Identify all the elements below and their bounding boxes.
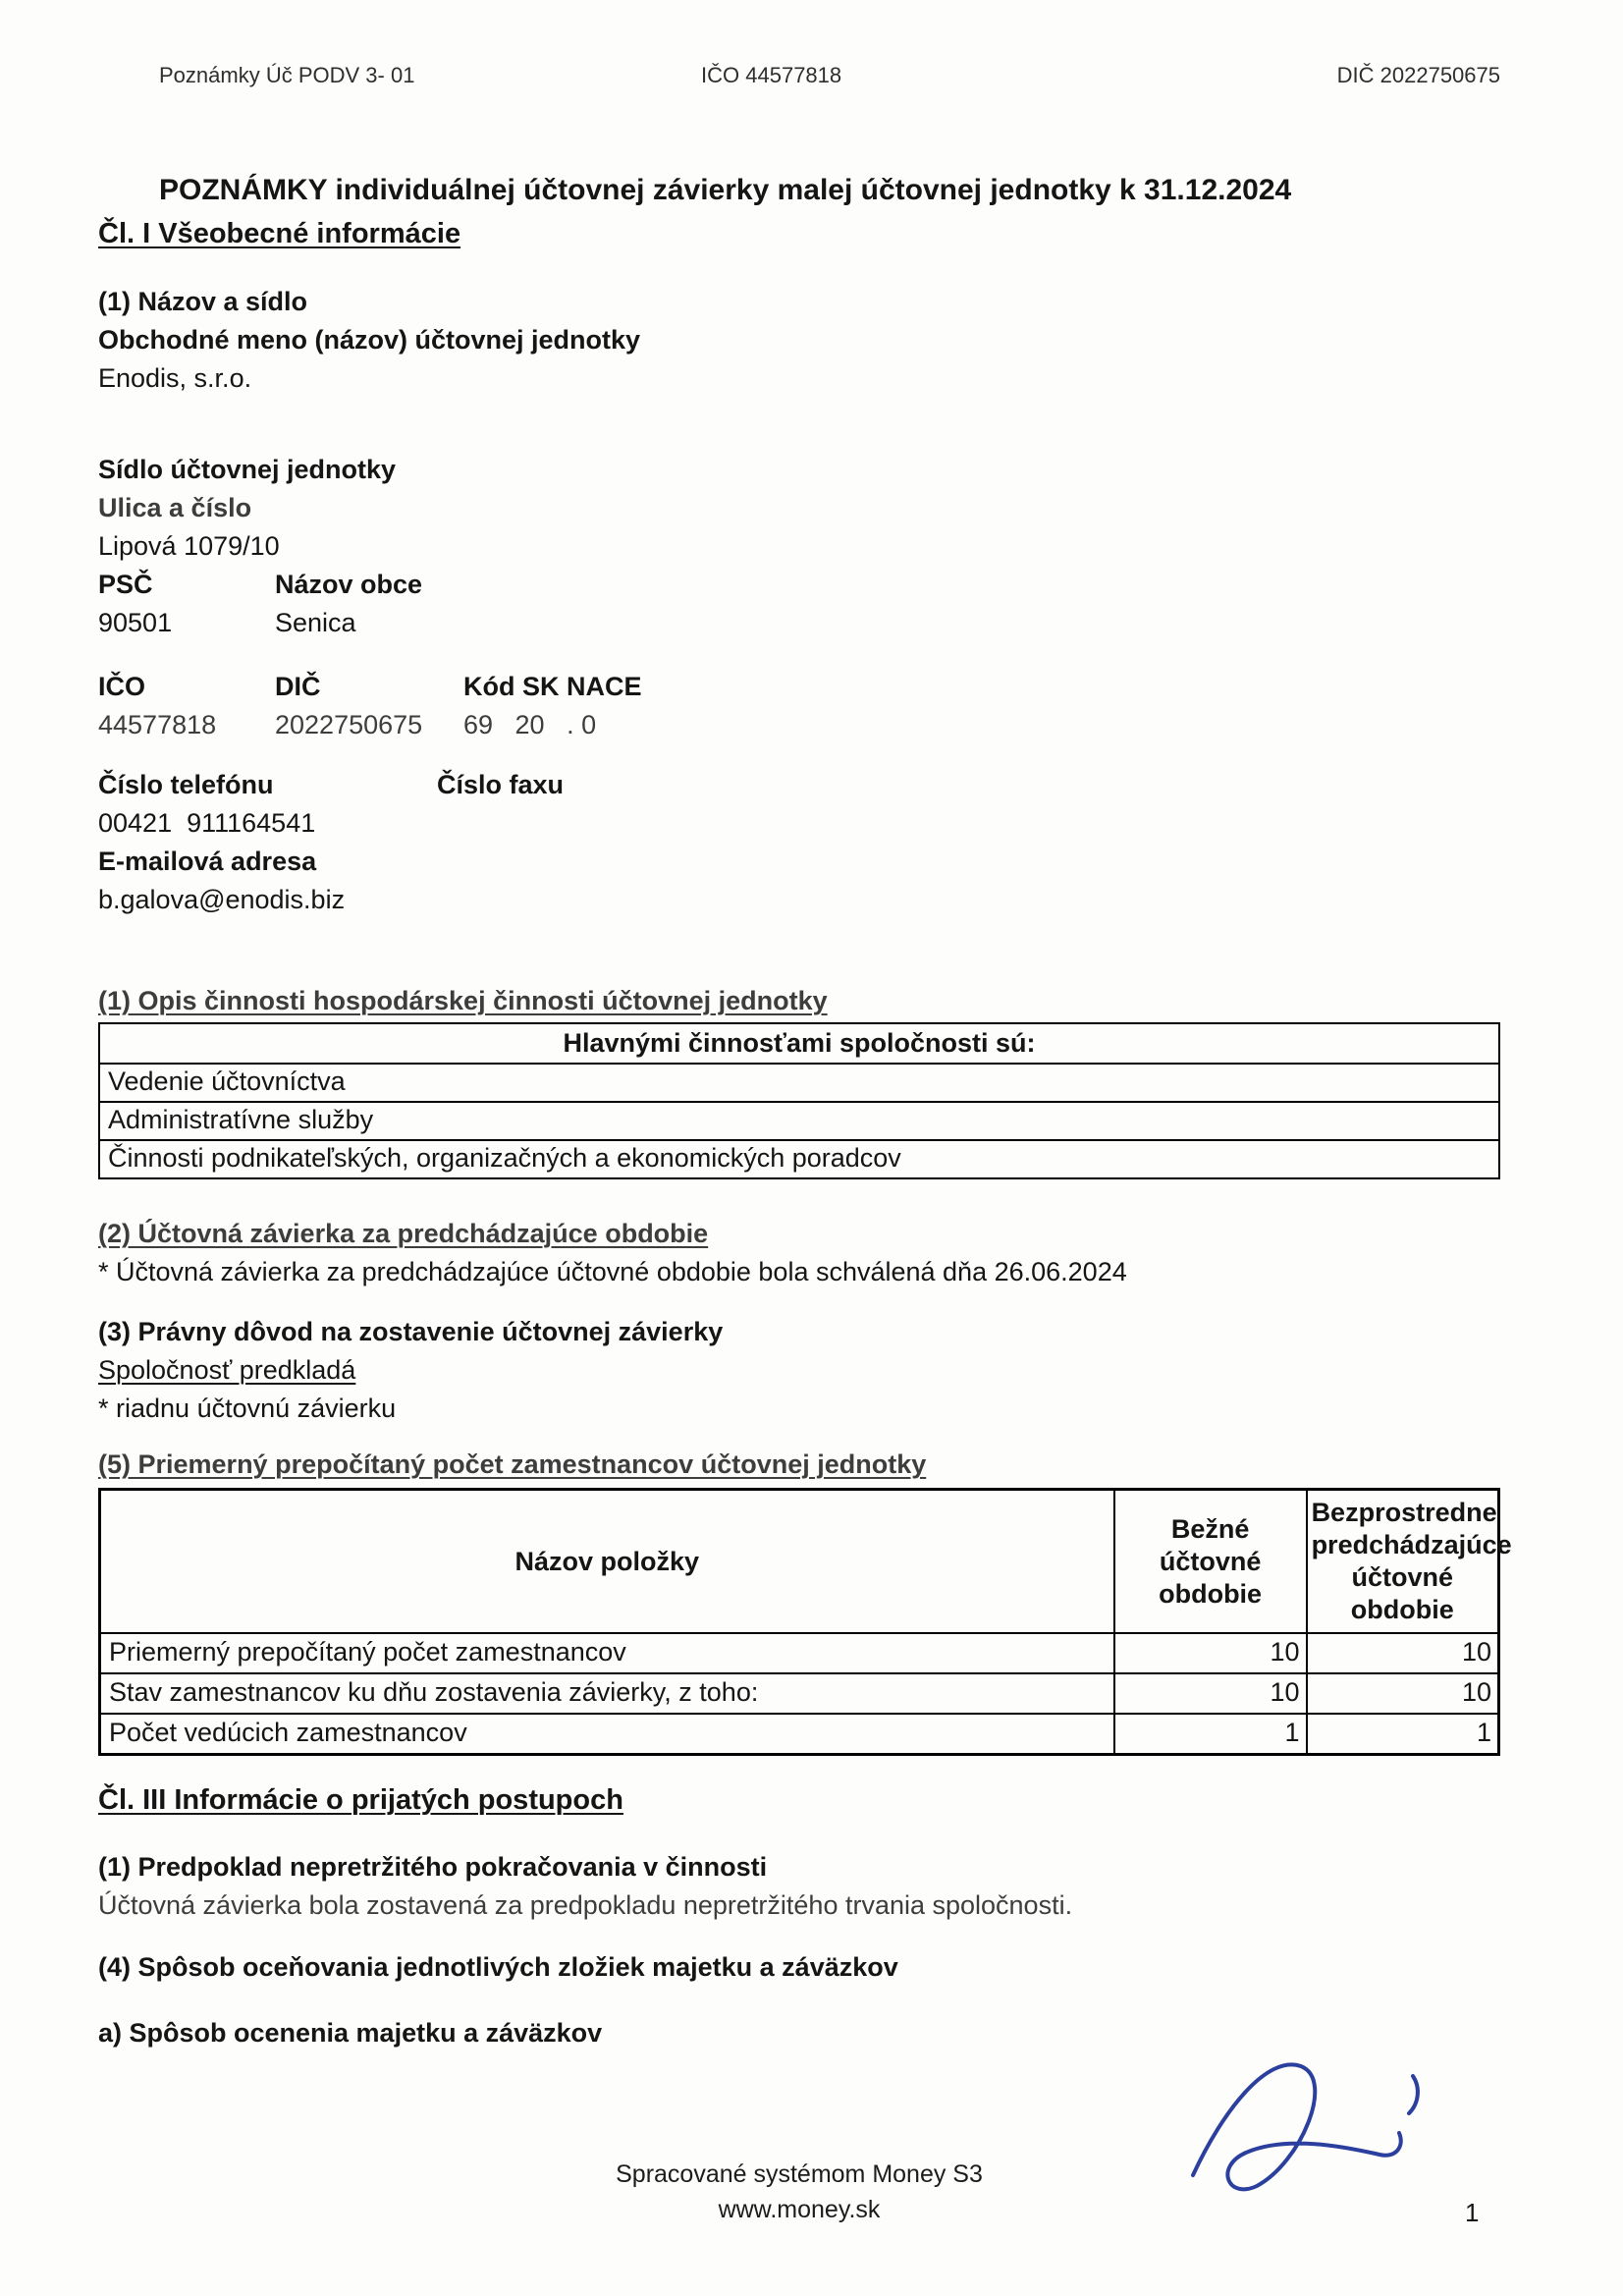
- table-row: [99, 1064, 1499, 1102]
- signature: [1173, 2043, 1438, 2224]
- going-concern-heading: (1) Predpoklad nepretržitého pokračovania v činnosti: [98, 1852, 768, 1882]
- registration-ids-block: [98, 668, 1500, 744]
- activity-item: Administratívne služby: [99, 1102, 1499, 1140]
- table-row: [99, 1140, 1499, 1178]
- activities-table-header-row: [99, 1023, 1499, 1064]
- city-value: Senica: [275, 608, 356, 637]
- valuation-heading: (4) Spôsob oceňovania jednotlivých zložiek majetku a záväzkov: [98, 1952, 898, 1982]
- activity-item: Vedenie účtovníctva: [99, 1064, 1499, 1102]
- ico-value: 44577818: [98, 710, 217, 739]
- ico-label: IČO: [98, 672, 146, 701]
- signature-flourish: [1409, 2076, 1418, 2113]
- phone-value: 00421 911164541: [98, 808, 316, 838]
- employee-row-name: Stav zamestnancov ku dňu zostavenia závierky, z toho:: [100, 1673, 1114, 1714]
- dic-value: 2022750675: [275, 710, 423, 739]
- col-header-current: Bežné účtovné obdobie: [1114, 1490, 1307, 1634]
- header-dic: DIČ 2022750675: [1336, 63, 1500, 87]
- table-row: [99, 1102, 1499, 1140]
- street-value: Lipová 1079/10: [98, 531, 280, 561]
- valuation-block: [98, 1948, 1500, 1987]
- going-concern-block: [98, 1848, 1500, 1925]
- signature-stroke: [1193, 2064, 1401, 2189]
- going-concern-text: Účtovná závierka bola zostavená za predpokladu nepretržitého trvania spoločnosti.: [98, 1890, 1073, 1920]
- header-ico: IČO 44577818: [701, 63, 842, 87]
- street-label: Ulica a číslo: [98, 493, 252, 522]
- company-name-value: Enodis, s.r.o.: [98, 363, 252, 393]
- legal-reason-text: * riadnu účtovnú závierku: [98, 1394, 397, 1423]
- employee-row-name: Počet vedúcich zamestnancov: [100, 1714, 1114, 1755]
- legal-reason-subheading: Spoločnosť predkladá: [98, 1355, 356, 1385]
- fax-label: Číslo faxu: [437, 770, 565, 799]
- footer-generated-by: Spracované systémom Money S3: [616, 2160, 983, 2188]
- phone-label: Číslo telefónu: [98, 770, 274, 799]
- employee-row-previous: 1: [1307, 1714, 1499, 1755]
- name-seat-heading: (1) Názov a sídlo: [98, 287, 308, 316]
- employee-row-current: 10: [1114, 1633, 1307, 1673]
- zip-value: 90501: [98, 608, 173, 637]
- employee-row-name: Priemerný prepočítaný počet zamestnancov: [100, 1633, 1114, 1673]
- employee-row-current: 10: [1114, 1673, 1307, 1714]
- footer-website: www.money.sk: [718, 2196, 881, 2223]
- form-code: Poznámky Úč PODV 3- 01: [159, 63, 415, 87]
- document-header: [98, 63, 1500, 88]
- name-and-seat-block: [98, 283, 1500, 398]
- previous-period-section: [98, 1215, 1500, 1291]
- valuation-subheading: a) Spôsob ocenenia majetku a záväzkov: [98, 2018, 603, 2048]
- activity-item: Činnosti podnikateľských, organizačných a ekonomických poradcov: [99, 1140, 1499, 1178]
- seat-block: [98, 451, 1500, 642]
- employees-section: [98, 1446, 1512, 1756]
- employees-header-row: [100, 1490, 1499, 1634]
- city-label: Názov obce: [275, 570, 423, 599]
- seat-heading: Sídlo účtovnej jednotky: [98, 455, 397, 484]
- col-header-previous: Bezprostredne predchádzajúce účtovné obdobie: [1307, 1490, 1499, 1634]
- zip-city-grid: [98, 566, 1500, 642]
- contact-block: [98, 766, 1500, 919]
- legal-reason-section: [98, 1313, 1500, 1428]
- employee-row-previous: 10: [1307, 1633, 1499, 1673]
- activities-table-header: Hlavnými činnosťami spoločnosti sú:: [99, 1023, 1499, 1064]
- company-name-label: Obchodné meno (názov) účtovnej jednotky: [98, 325, 641, 355]
- employee-row-previous: 10: [1307, 1673, 1499, 1714]
- email-value: b.galova@enodis.biz: [98, 885, 346, 914]
- col-header-name: Názov položky: [100, 1490, 1114, 1634]
- document-title: POZNÁMKY individuálnej účtovnej závierky malej účtovnej jednotky k 31.12.2024: [159, 174, 1292, 206]
- table-row: [100, 1633, 1499, 1673]
- legal-reason-heading: (3) Právny dôvod na zostavenie účtovnej závierky: [98, 1317, 724, 1346]
- fax-value: [437, 804, 1500, 843]
- dic-label: DIČ: [275, 672, 321, 701]
- section-i-heading: Čl. I Všeobecné informácie: [98, 218, 461, 249]
- nace-label: Kód SK NACE: [463, 672, 642, 701]
- table-row: [100, 1673, 1499, 1714]
- email-label: E-mailová adresa: [98, 847, 317, 876]
- zip-label: PSČ: [98, 570, 153, 599]
- table-row: [100, 1714, 1499, 1755]
- section-iii-heading: Čl. III Informácie o prijatých postupoch: [98, 1784, 623, 1816]
- employee-row-current: 1: [1114, 1714, 1307, 1755]
- employees-table: [98, 1488, 1512, 1756]
- previous-period-text: * Účtovná závierka za predchádzajúce účtovné obdobie bola schválená dňa 26.06.2024: [98, 1257, 1127, 1286]
- employees-heading: (5) Priemerný prepočítaný počet zamestnancov účtovnej jednotky: [98, 1449, 927, 1479]
- nace-value: 69 20 . 0: [463, 710, 597, 739]
- activities-table: [98, 1022, 1500, 1179]
- previous-period-heading: (2) Účtovná závierka za predchádzajúce obdobie: [98, 1219, 709, 1248]
- activities-heading: (1) Opis činnosti hospodárskej činnosti účtovnej jednotky: [98, 986, 828, 1015]
- page-number: 1: [1465, 2198, 1480, 2227]
- activities-section: [98, 982, 1500, 1179]
